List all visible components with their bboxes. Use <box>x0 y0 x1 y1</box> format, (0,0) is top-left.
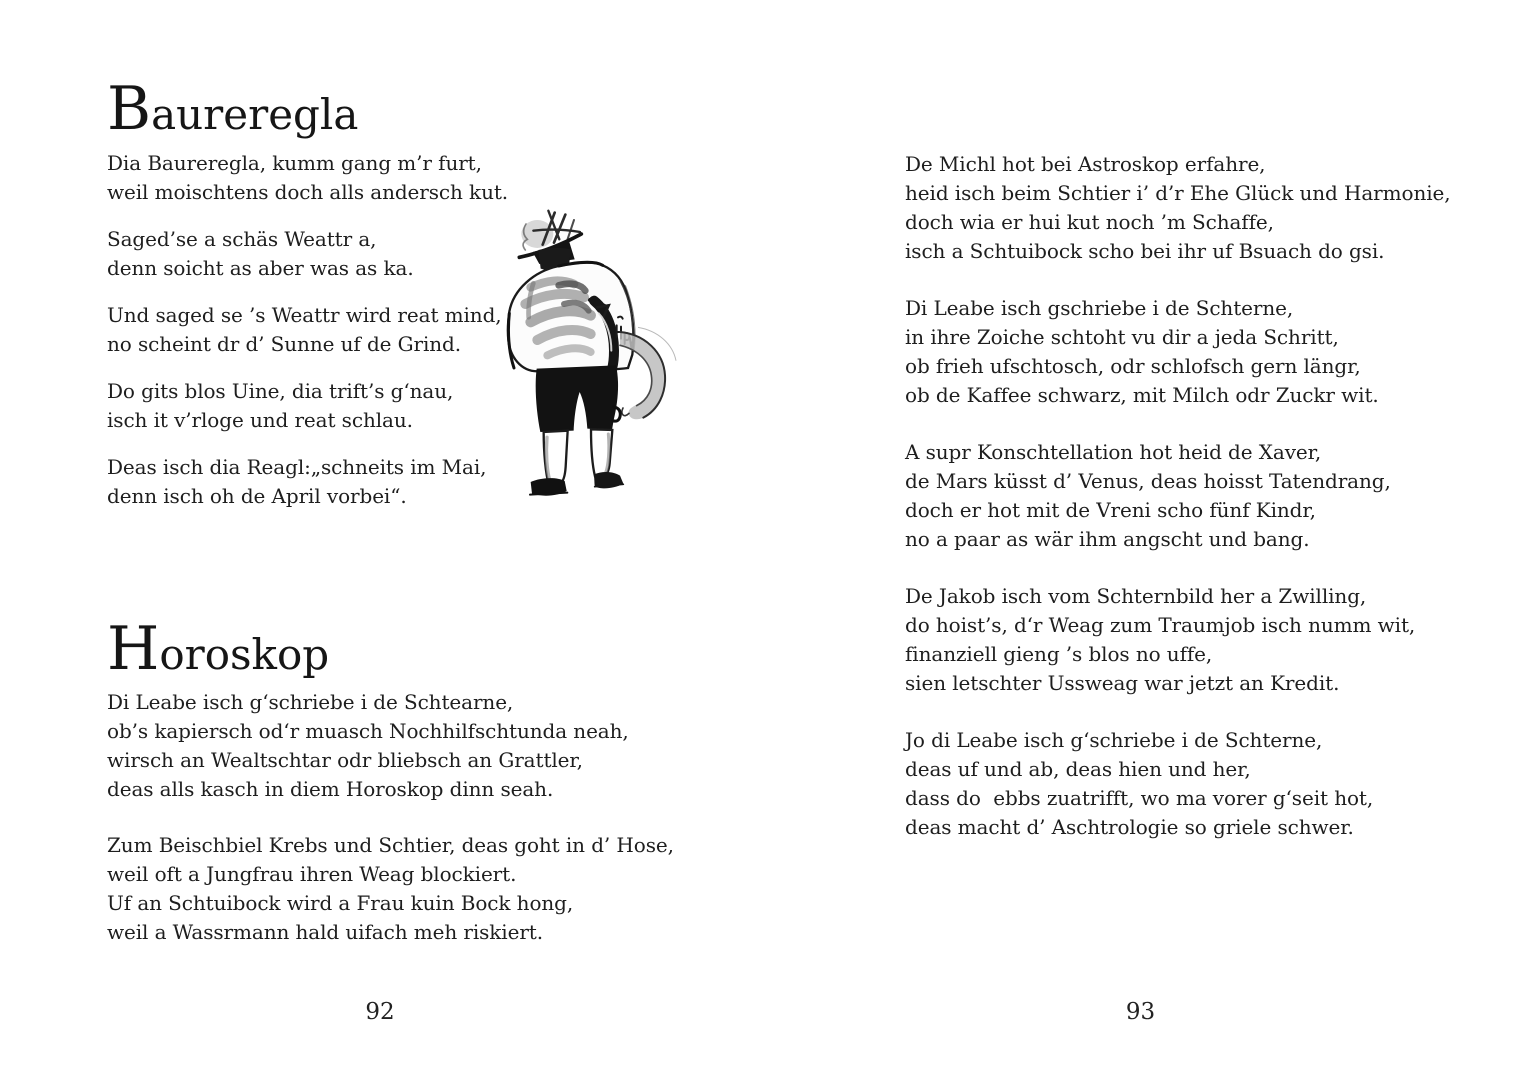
poem-line: Und saged se ’s Weattr wird reat mind, <box>107 303 502 327</box>
stanza <box>905 150 1451 266</box>
poem-line: wirsch an Wealtschtar odr bliebsch an Grattler, <box>107 748 583 772</box>
page-number-left: 92 <box>365 999 395 1025</box>
title-rest: oroskop <box>159 630 330 679</box>
poem-line: Jo di Leabe isch g‘schriebe i de Schterne, <box>905 728 1323 752</box>
poem-line: De Michl hot bei Astroskop erfahre, <box>905 152 1266 176</box>
poem-line: isch a Schtuibock scho bei ihr uf Bsuach do gsi. <box>905 239 1385 263</box>
poem-line: weil oft a Jungfrau ihren Weag blockiert. <box>107 862 517 886</box>
title-initial: H <box>107 614 160 684</box>
poem-line: do hoist’s, d‘r Weag zum Traumjob isch numm wit, <box>905 613 1416 637</box>
poem-line: Zum Beischbiel Krebs und Schtier, deas goht in d’ Hose, <box>107 833 674 857</box>
stanza <box>905 294 1379 410</box>
poem-title-baureregla <box>107 74 359 144</box>
page-number-right: 93 <box>1125 999 1156 1025</box>
poem-line: Do gits blos Uine, dia trift’s g‘nau, <box>107 379 454 403</box>
poem-line: De Jakob isch vom Schternbild her a Zwilling, <box>905 584 1367 608</box>
poem-line: Dia Baureregla, kumm gang m’r furt, <box>107 151 482 175</box>
stanza <box>905 438 1391 554</box>
poem-line: deas macht d’ Aschtrologie so griele schwer. <box>905 815 1354 839</box>
poem-line: Uf an Schtuibock wird a Frau kuin Bock hong, <box>107 891 574 915</box>
poem-line: doch er hot mit de Vreni scho fünf Kindr, <box>905 498 1316 522</box>
poem-line: finanziell gieng ’s blos no uffe, <box>905 642 1213 666</box>
stanza <box>107 377 453 435</box>
poem-line: deas alls kasch in diem Horoskop dinn seah. <box>107 777 554 801</box>
poem-line: weil moischtens doch alls andersch kut. <box>107 180 509 204</box>
poem-line: dass do ebbs zuatrifft, wo ma vorer g‘seit hot, <box>905 786 1374 810</box>
shoes-sketch <box>530 472 623 496</box>
poem-line: Di Leabe isch gschriebe i de Schterne, <box>905 296 1294 320</box>
hair-scribble-sketch <box>521 211 580 250</box>
scythe-shape-sketch <box>620 327 676 419</box>
poem-line: in ihre Zoiche schtoht vu dir a jeda Schritt, <box>905 325 1339 349</box>
stanza <box>107 225 414 283</box>
poem-line: no a paar as wär ihm angscht und bang. <box>905 527 1310 551</box>
stanza <box>107 149 508 207</box>
poem-line: heid isch beim Schtier i’ d’r Ehe Glück und Harmonie, <box>905 181 1451 205</box>
poem-line: denn soicht as aber was as ka. <box>107 256 414 280</box>
stanza <box>107 301 502 359</box>
stanza <box>107 453 486 511</box>
poem-line: de Mars küsst d’ Venus, deas hoisst Tatendrang, <box>905 469 1391 493</box>
poem-line: deas uf und ab, deas hien und her, <box>905 757 1251 781</box>
stanza <box>107 831 674 947</box>
poem-line: Saged’se a schäs Weattr a, <box>107 227 377 251</box>
poem-line: isch it v’rloge und reat schlau. <box>107 408 413 432</box>
farmer-illustration <box>480 200 700 520</box>
poem-line: weil a Wassrmann hald uifach meh riskiert. <box>107 920 543 944</box>
poem-line: ob’s kapiersch od‘r muasch Nochhilfschtunda neah, <box>107 719 629 743</box>
poem-line: Di Leabe isch g‘schriebe i de Schtearne, <box>107 690 514 714</box>
poem-line: A supr Konschtellation hot heid de Xaver, <box>905 440 1322 464</box>
stanza <box>107 688 629 804</box>
poem-line: ob frieh ufschtosch, odr schlofsch gern längr, <box>905 354 1361 378</box>
title-rest: aureregla <box>151 90 359 139</box>
trousers-sketch <box>536 365 621 432</box>
poem-line: ob de Kaffee schwarz, mit Milch odr Zuckr wit. <box>905 383 1379 407</box>
poem-title-horoskop <box>107 614 330 684</box>
poem-line: denn isch oh de April vorbei“. <box>107 484 407 508</box>
poem-line: Deas isch dia Reagl:„schneits im Mai, <box>107 455 487 479</box>
poem-line: doch wia er hui kut noch ’m Schaffe, <box>905 210 1274 234</box>
title-initial: B <box>107 74 152 144</box>
poem-line: sien letschter Ussweag war jetzt an Kredit. <box>905 671 1340 695</box>
stanza <box>905 726 1373 842</box>
stanza <box>905 582 1415 698</box>
poem-line: no scheint dr d’ Sunne uf de Grind. <box>107 332 462 356</box>
